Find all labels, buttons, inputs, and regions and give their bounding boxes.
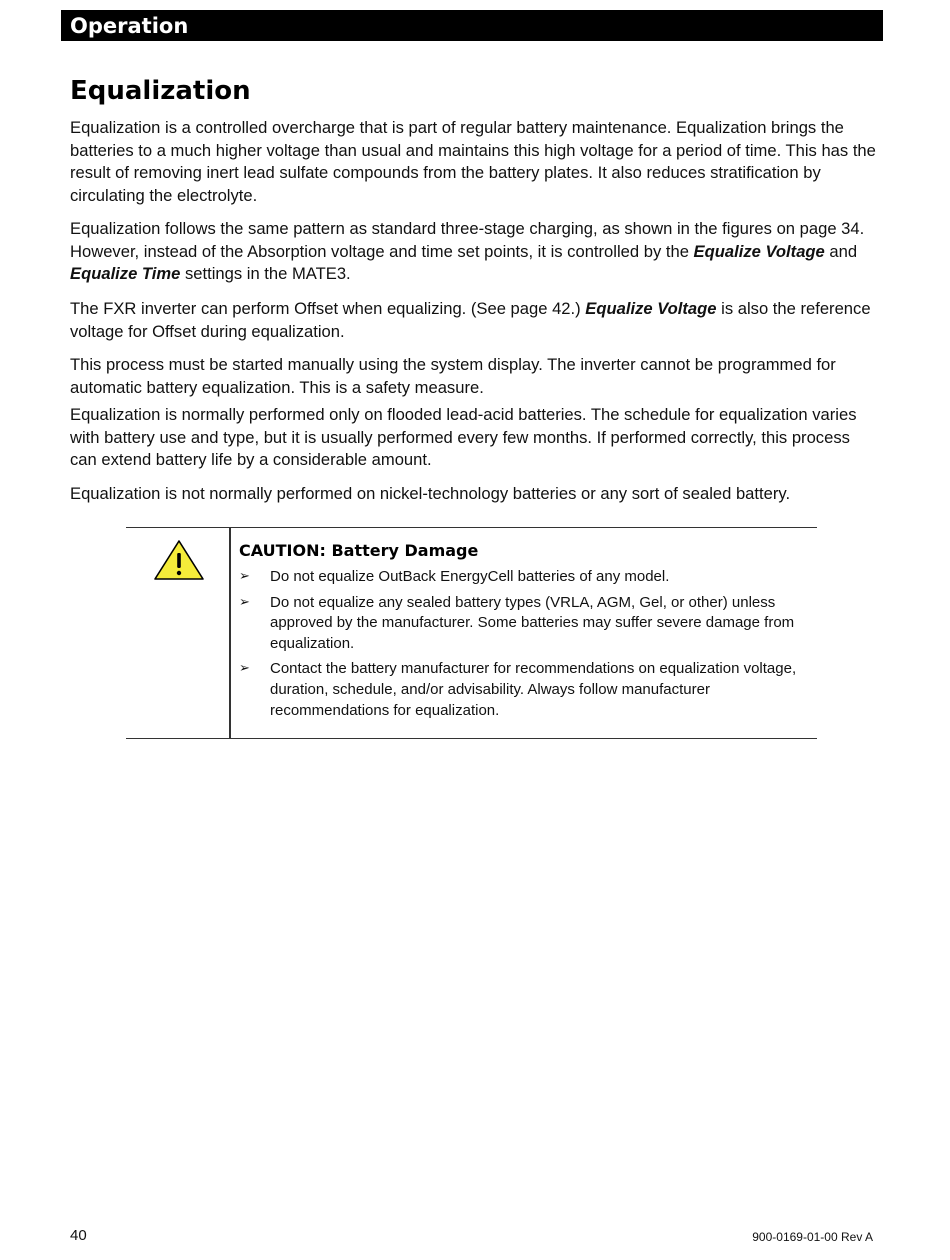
caution-divider: [229, 528, 231, 738]
paragraph-nickel-batteries: Equalization is not normally performed on nickel-technology batteries or any sort of sealed battery.: [70, 484, 791, 503]
paragraph-charging-pattern: [70, 218, 880, 286]
arrow-bullet-icon: ➢: [239, 569, 250, 584]
caution-item: [239, 593, 809, 655]
page-number: 40: [70, 1227, 87, 1244]
section-header-bar: [61, 10, 883, 41]
document-number: 900-0169-01-00 Rev A: [752, 1230, 873, 1244]
setting-equalize-time: Equalize Time: [70, 264, 181, 284]
caution-list: [239, 567, 809, 726]
arrow-bullet-icon: ➢: [239, 594, 250, 610]
caution-item-text: Contact the battery manufacturer for recommendations on equalization voltage, duration, schedule, and/or advisability. Always follow manufacturer recommendations for equalization.: [270, 660, 797, 719]
caution-item: [239, 659, 809, 721]
paragraph-text: is also the reference voltage for Offset during equalization.: [70, 299, 871, 341]
warning-triangle-icon: [153, 539, 205, 581]
paragraph-text: settings in the MATE3.: [180, 264, 351, 284]
paragraph-offset: [70, 298, 880, 343]
paragraph-intro: Equalization is a controlled overcharge that is part of regular battery maintenance. Equalization brings the batteries to a much higher voltage than usual and maintains this high voltage for a period of time. This has the result of removing inert lead sulfate compounds from the battery plates. It also reduces stratification by circulating the electrolyte.: [70, 118, 876, 205]
paragraph-manual-start: This process must be started manually using the system display. The inverter cannot be programmed for automatic battery equalization. This is a safety measure.: [70, 355, 836, 397]
section-header-label: Operation: [70, 14, 189, 38]
caution-box: [126, 527, 817, 739]
page-title: Equalization: [70, 76, 251, 106]
caution-item-text: Do not equalize OutBack EnergyCell batteries of any model.: [270, 568, 670, 585]
paragraph-text: Equalization follows the same pattern as standard three-stage charging, as shown in the figures on page 34. However, instead of the Absorption voltage and time set points, it is controlled by the: [70, 219, 865, 261]
caution-item: [239, 567, 809, 588]
caution-item-text: Do not equalize any sealed battery types (VRLA, AGM, Gel, or other) unless approved by the manufacturer. Some batteries may suffer severe damage from equalization.: [270, 593, 795, 652]
paragraph-flooded-batteries: Equalization is normally performed only on flooded lead-acid batteries. The schedule for equalization varies with battery use and type, but it is usually performed every few months. If performed correctly, this process can extend battery life by a considerable amount.: [70, 405, 857, 470]
arrow-bullet-icon: ➢: [239, 661, 250, 677]
paragraph-text: The FXR inverter can perform Offset when equalizing. (See page 42.): [70, 299, 586, 318]
paragraph-text: and: [824, 241, 858, 261]
setting-equalize-voltage: Equalize Voltage: [585, 299, 717, 318]
caution-title: CAUTION: Battery Damage: [239, 541, 479, 560]
setting-equalize-voltage: Equalize Voltage: [693, 241, 825, 261]
